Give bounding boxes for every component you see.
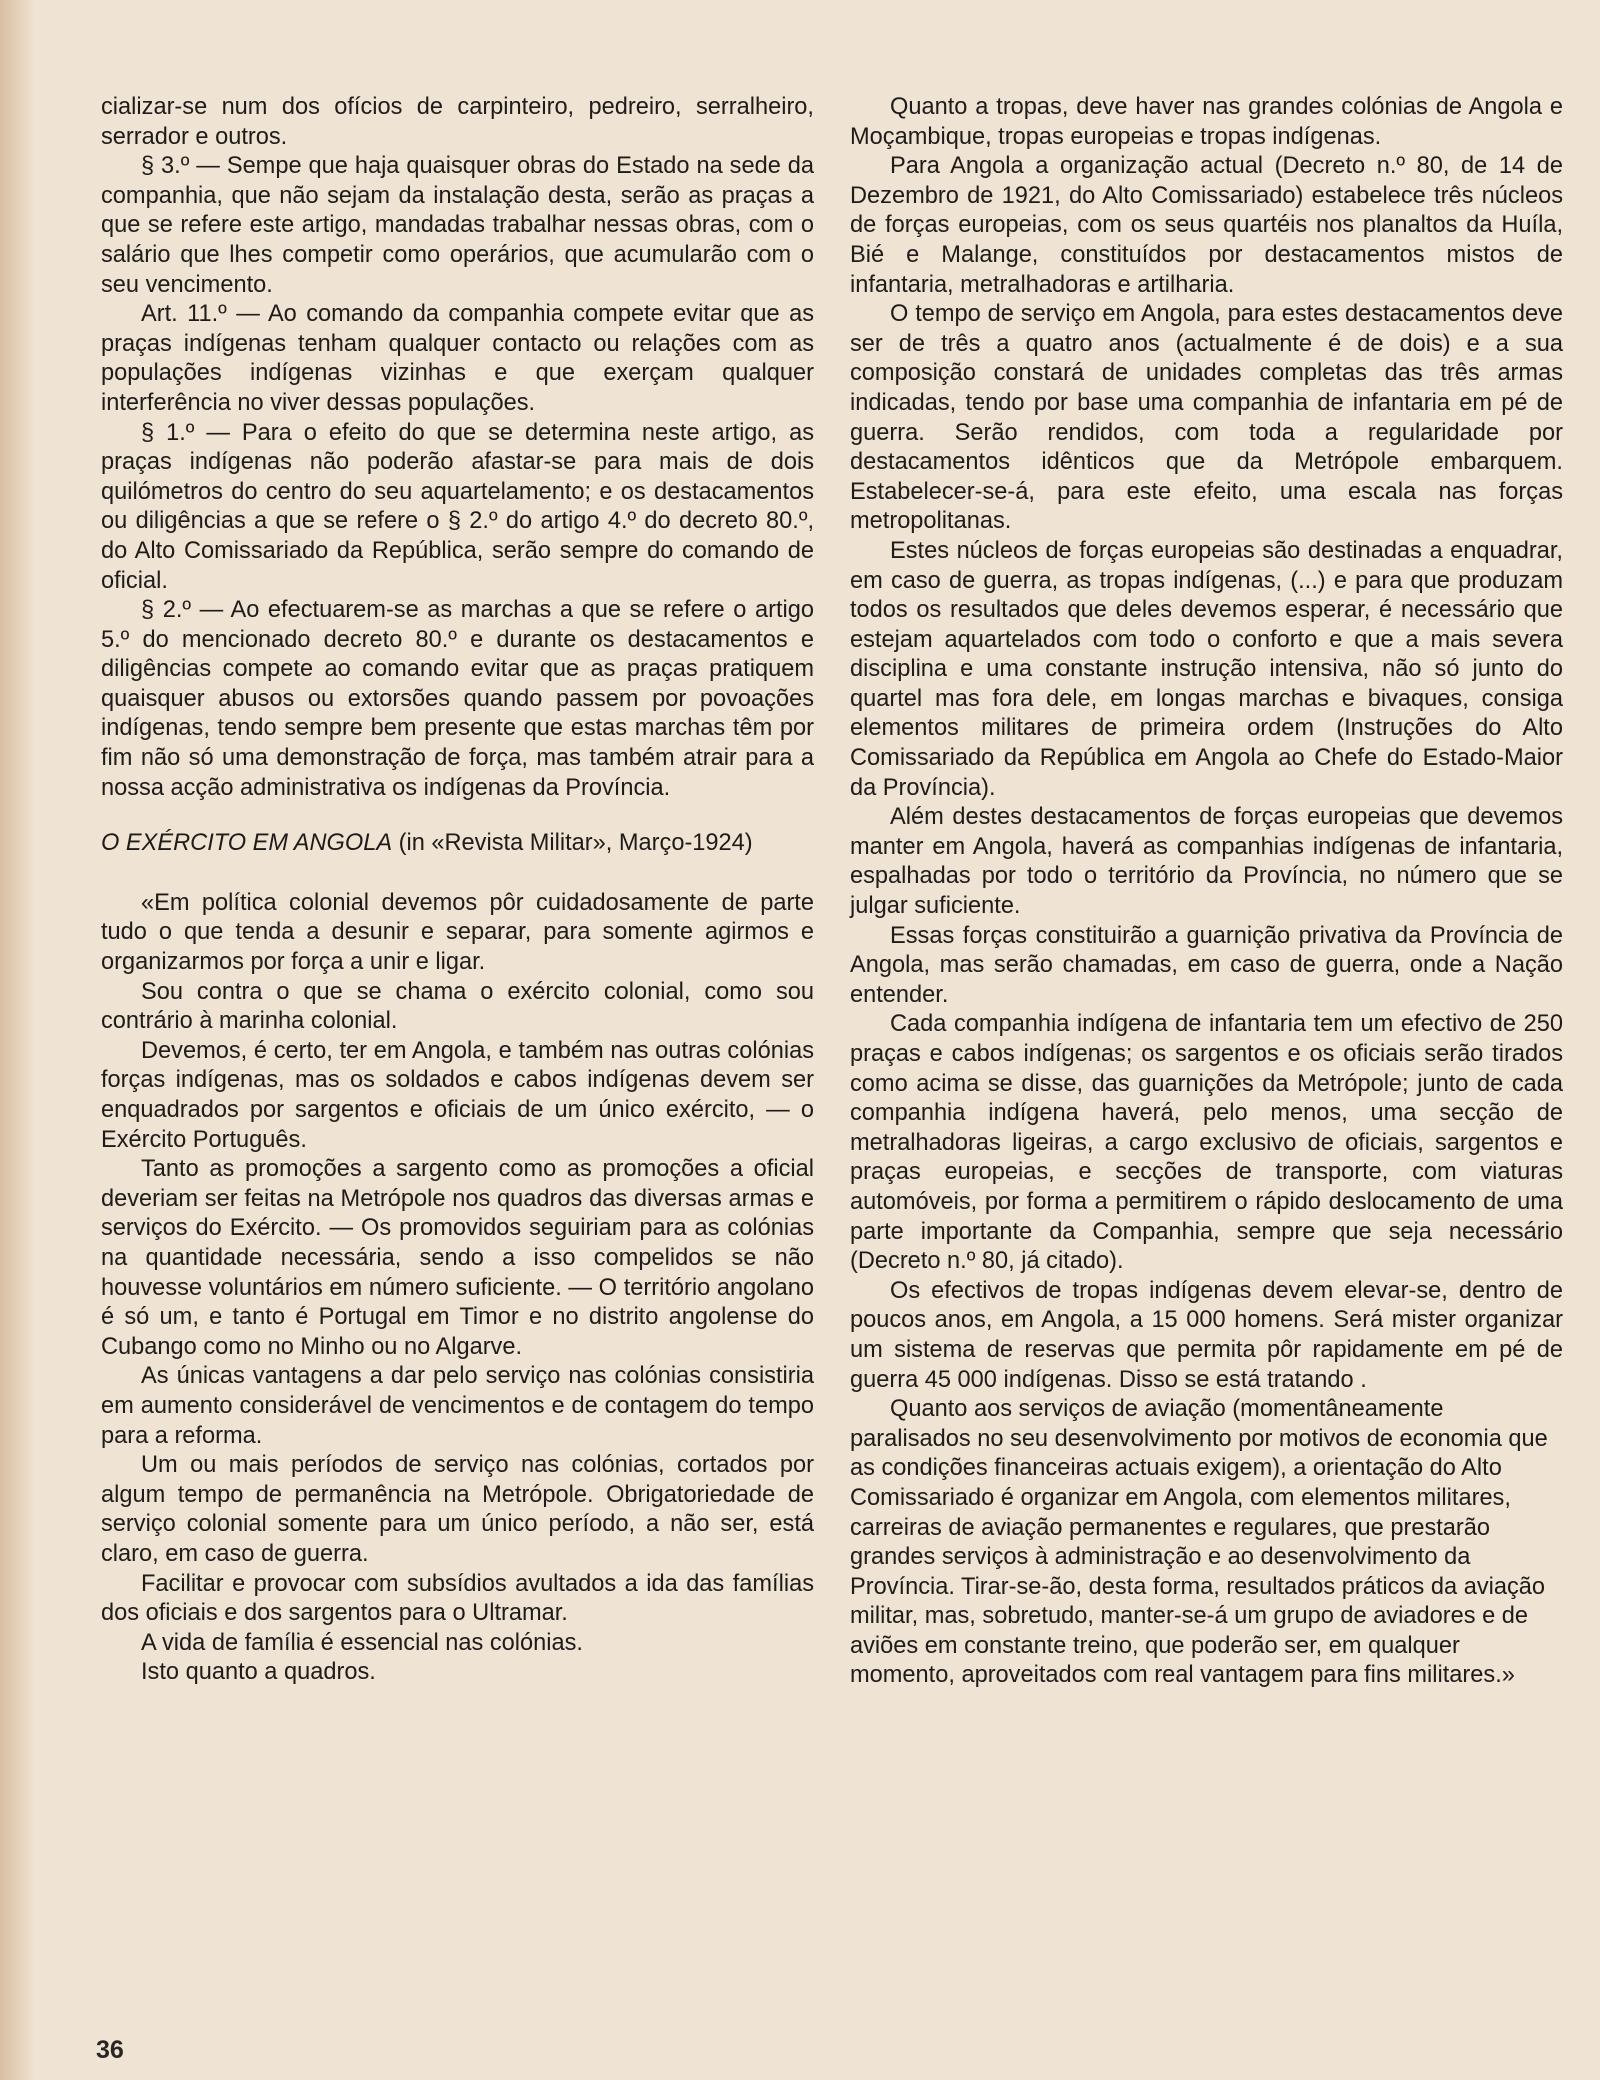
paragraph: Tanto as promoções a sargento como as promoções a oficial deveriam ser feitas na Metrópole nos quadros das diversas armas e serviços do Exército. — Os promovidos seguiriam para as colónias na quantidade necessária, sendo a isso compelidos se não houvesse voluntários em número suficiente. — O território angolano é só um, e tanto é Portugal em Timor e no distrito angolense do Cubango como no Minho ou no Algarve. — [101, 1156, 814, 1360]
paragraph: Facilitar e provocar com subsídios avultados a ida das famílias dos oficiais e dos sargentos para o Ultramar. — [101, 1570, 814, 1627]
paragraph: Quanto aos serviços de aviação (momentâneamente paralisados no seu desenvolvimento por motivos de economia que as condições financeiras actuais exigem), a orientação do Alto Comissariado é organizar em Angola, com elementos militares, carreiras de aviação permanentes e regulares, que prestarão grandes serviços à administração e ao desenvolvimento da Província. Tirar-se-ão, desta forma, resultados práticos da aviação militar, mas, sobretudo, manter-se-á um grupo de aviadores e de aviões em constante treino, que poderão ser, em qualquer momento, aproveitados com real vantagem para fins militares.» — [850, 1396, 1548, 1689]
right-column — [850, 93, 1563, 1691]
paragraph: § 1.º — Para o efeito do que se determina neste artigo, as praças indígenas não poderão afastar-se para mais de dois quilómetros do centro do seu aquartelamento; e os destacamentos ou diligências a que se refere o § 2.º do artigo 4.º do decreto 80.º, do Alto Comissariado da República, serão sempre do comando de oficial. — [101, 419, 814, 594]
paragraph: § 2.º — Ao efectuarem-se as marchas a que se refere o artigo 5.º do mencionado decreto 80.º e durante os destacamentos e diligências compete ao comando evitar que as praças pratiquem quaisquer abusos ou extorsões quando passem por povoações indígenas, tendo sempre bem presente que estas marchas têm por fim não só uma demonstração de força, mas também atrair para a nossa acção administrativa os indígenas da Província. — [101, 597, 814, 801]
paragraph: As únicas vantagens a dar pelo serviço nas colónias consistiria em aumento considerável de vencimentos e de contagem do tempo para a reforma. — [101, 1363, 814, 1449]
paragraph: Os efectivos de tropas indígenas devem elevar-se, dentro de poucos anos, em Angola, a 15 000 homens. Será mister organizar um sistema de reservas que permita pôr rapidamente em pé de guerra 45 000 indígenas. Disso se está tratando . — [850, 1277, 1563, 1393]
paragraph: Devemos, é certo, ter em Angola, e também nas outras colónias forças indígenas, mas os soldados e cabos indígenas devem ser enquadrados por sargentos e oficiais de um único exército, — o Exército Português. — [101, 1037, 814, 1153]
paragraph: Art. 11.º — Ao comando da companhia compete evitar que as praças indígenas tenham qualquer contacto ou relações com as populações indígenas vizinhas e que exerçam qualquer interferência no viver dessas populações. — [101, 301, 814, 416]
page-number: 36 — [96, 2036, 124, 2064]
paragraph: Sou contra o que se chama o exército colonial, como sou contrário à marinha colonial. — [101, 978, 814, 1035]
paragraph: § 3.º — Sempe que haja quaisquer obras do Estado na sede da companhia, que não sejam da instalação desta, serão as praças a que se refere este artigo, mandadas trabalhar nessas obras, com o salário que lhes competir como operários, que acumularão com o seu vencimento. — [101, 153, 814, 298]
paragraph: «Em política colonial devemos pôr cuidadosamente de parte tudo o que tenda a desunir e separar, para somente agirmos e organizarmos por força a unir e ligar. — [101, 889, 814, 976]
section-heading-title: O EXÉRCITO EM ANGOLA — [101, 830, 393, 857]
paragraph: Essas forças constituirão a guarnição privativa da Província de Angola, mas serão chamadas, em caso de guerra, onde a Nação entender. — [850, 922, 1563, 1008]
paragraph: Um ou mais períodos de serviço nas colónias, cortados por algum tempo de permanência na Metrópole. Obrigatoriedade de serviço colonial somente para um único período, a não ser, está claro, em caso de guerra. — [101, 1452, 814, 1567]
section-heading — [101, 829, 814, 859]
paragraph: Para Angola a organização actual (Decreto n.º 80, de 14 de Dezembro de 1921, do Alto Comissariado) estabelece três núcleos de forças europeias, com os seus quartéis nos planaltos da Huíla, Bié e Malange, constituídos por destacamentos mistos de infantaria, metralhadoras e artilharia. — [850, 153, 1563, 298]
left-column — [101, 93, 814, 1688]
paragraph: A vida de família é essencial nas colónias. — [141, 1629, 583, 1656]
paragraph: Isto quanto a quadros. — [141, 1659, 376, 1686]
paragraph: Estes núcleos de forças europeias são destinadas a enquadrar, em caso de guerra, as tropas indígenas, (...) e para que produzam todos os resultados que deles devemos esperar, é necessário que estejam aquartelados com todo o conforto e que a mais severa disciplina e uma constante instrução intensiva, não só junto do quartel mas fora dele, em longas marchas e bivaques, consiga elementos militares de primeira ordem (Instruções do Alto Comissariado da República em Angola ao Chefe do Estado-Maior da Província). — [850, 537, 1563, 801]
page-gutter-shadow — [0, 0, 34, 2080]
paragraph: Além destes destacamentos de forças europeias que devemos manter em Angola, haverá as companhias indígenas de infantaria, espalhadas por todo o território da Província, no número que se julgar suficiente. — [850, 804, 1563, 920]
paragraph: Quanto a tropas, deve haver nas grandes colónias de Angola e Moçambique, tropas europeias e tropas indígenas. — [850, 94, 1563, 150]
section-heading-source: (in «Revista Militar», Março-1924) — [398, 830, 753, 857]
paragraph: Cada companhia indígena de infantaria tem um efectivo de 250 praças e cabos indígenas; os sargentos e os oficiais serão tirados como acima se disse, das guarnições da Metrópole; junto de cada companhia indígena haverá, pelo menos, uma secção de metralhadoras ligeiras, a cargo exclusivo de oficiais, sargentos e praças europeias, e secções de transporte, com viaturas automóveis, por forma a permitirem o rápido deslocamento de uma parte importante da Companhia, sempre que seja necessário (Decreto n.º 80, já citado). — [850, 1011, 1563, 1275]
paragraph: cializar-se num dos ofícios de carpinteiro, pedreiro, serralheiro, serrador e outros. — [101, 94, 814, 150]
paragraph: O tempo de serviço em Angola, para estes destacamentos deve ser de três a quatro anos (actualmente é de dois) e a sua composição constará de unidades completas das três armas indicadas, tendo por base uma companhia de infantaria em pé de guerra. Serão rendidos, com toda a regularidade por destacamentos idênticos que da Metrópole embarquem. Estabelecer-se-á, para este efeito, uma escala nas forças metropolitanas. — [850, 301, 1563, 535]
